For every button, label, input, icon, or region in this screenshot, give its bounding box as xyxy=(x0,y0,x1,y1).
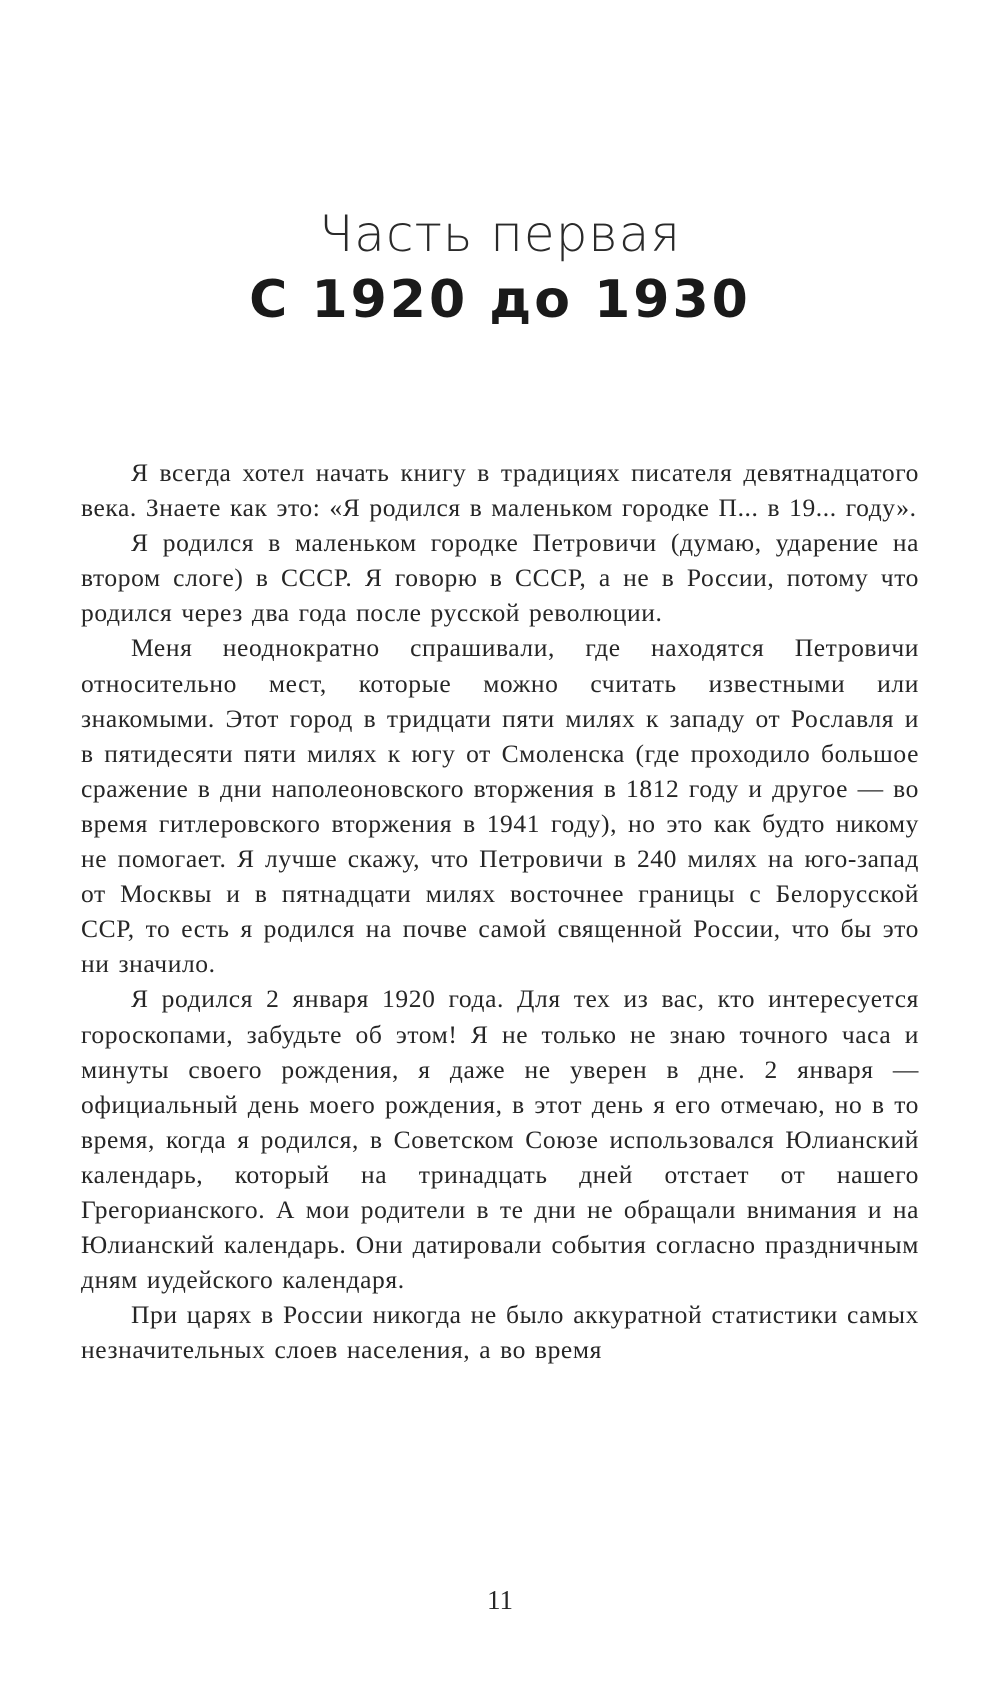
body-text xyxy=(81,455,919,1367)
paragraph: При царях в России никогда не было аккуратной статистики самых незначительных слоев населения, а во время xyxy=(81,1300,919,1365)
part-title: С 1920 до 1930 xyxy=(249,270,751,330)
part-label: Часть первая xyxy=(319,205,681,263)
paragraph: Я родился в маленьком городке Петровичи (думаю, ударение на втором слоге) в СССР. Я говорю в СССР, а не в России, потому что родился через два года после русской революции. xyxy=(81,528,919,628)
paragraph: Меня неоднократно спрашивали, где находятся Петровичи относительно мест, которые можно считать известными или знакомыми. Этот город в тридцати пяти милях к западу от Рославля и в пятидесяти пяти милях к югу от Смоленска (где проходило большое сражение в дни наполеоновского вторжения в 1812 году и другое — во время гитлеровского вторжения в 1941 году), но это как будто никому не помогает. Я лучше скажу, что Петровичи в 240 милях на юго-запад от Москвы и в пятнадцати милях восточнее границы с Белорусской ССР, то есть я родился на почве самой священной России, что бы это ни значило. xyxy=(81,633,919,979)
paragraph: Я родился 2 января 1920 года. Для тех из вас, кто интересуется гороскопами, забудьте об этом! Я не только не знаю точного часа и минуты своего рождения, я даже не уверен в дне. 2 января — официальный день моего рождения, в этот день я его отмечаю, но в то время, когда я родился, в Советском Союзе использовался Юлианский календарь, который на тринадцать дней отстает от нашего Грегорианского. А мои родители в те дни не обращали внимания и на Юлианский календарь. Они датировали события согласно праздничным дням иудейского календаря. xyxy=(81,984,919,1295)
page-number: 11 xyxy=(487,1585,513,1615)
paragraph: Я всегда хотел начать книгу в традициях писателя девятнадцатого века. Знаете как это: «Я родился в маленьком городке П... в 19... году». xyxy=(81,458,919,523)
